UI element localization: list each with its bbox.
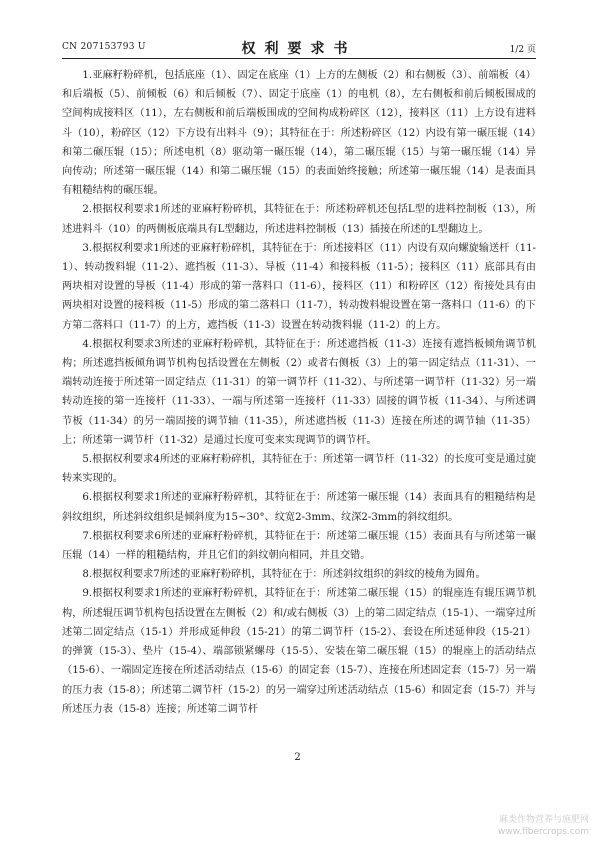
claim-9: 9.根据权利要求1所述的亚麻籽粉碎机，其特征在于：所述第二碾压辊（15）的辊座连有辊压调节机构，所述辊压调节机构包括设置在左侧板（2）和/或右侧板（3）上的第二固定结点（15-1）、一端穿过所述第二固定结点（15-1）并形成延伸段（15-21）的第二调节杆（15-2）、套设在所述延伸段（15-21）的弹簧（15-3）、垫片（15-4）、端部锁紧螺母（15-5）、安装在第二碾压辊（15）的辊座上的活动结点（15-6）、一端固定连接在所述活动结点（15-6）的固定套（15-7）、连接在所述固定套（15-7）另一端的压力表（15-8）；所述第二调节杆（15-2）的另一端穿过所述活动结点（15-6）和固定套（15-7）并与所述压力表（15-8）连接；所述第二调节杆: [62, 588, 536, 715]
claim-6: 6.根据权利要求1所述的亚麻籽粉碎机，其特征在于：所述第一碾压辊（14）表面具有的粗糙结构是斜纹组织，所述斜纹组织是倾斜度为15~30°、纹宽2-3mm、纹深2-3mm的斜纹组织。: [62, 492, 536, 523]
claim-3: 3.根据权利要求1所述的亚麻籽粉碎机，其特征在于：所述接料区（11）内设有双向螺旋输送杆（11-1）、转动拨料辊（11-2）、遮挡板（11-3）、导板（11-4）和接料板（11-5）；接料区（11）底部具有由两块相对设置的导板（11-4）形成的第一落料口（11-6），接料区（11）和粉碎区（12）衔接处具有由两块相对设置的接料板（11-5）形成的第二落料口（11-7），转动拨料辊设置在第一落料口（11-6）的下方第二落料口（11-7）的上方，遮挡板（11-3）设置在转动拨料辊（11-2）的上方。: [62, 242, 536, 331]
claim-4: 4.根据权利要求3所述的亚麻籽粉碎机，其特征在于：所述遮挡板（11-3）连接有遮挡板倾角调节机构；所述遮挡板倾角调节机构包括设置在左侧板（2）或者右侧板（3）上的第一固定结点（11-31）、一端转动连接于所述第一固定结点（11-31）的第一调节杆（11-32）、与所述第一调节杆（11-32）另一端转动连接的第一连接杆（11-33）、一端与所述第一连接杆（11-33）固接的调节板（11-34）、与所述调节板（11-34）的另一端固接的调节轴（11-35），所述遮挡板（11-3）连接在所述的调节轴（11-35）上；所述第一调节杆（11-32）是通过长度可变来实现调节的调节杆。: [62, 338, 536, 446]
page-indicator: 1/2 页: [509, 45, 536, 55]
claim-5: 5.根据权利要求4所述的亚麻籽粉碎机，其特征在于：所述第一调节杆（11-32）的长度可变是通过旋转来实现的。: [62, 454, 536, 485]
claim-1: 1.亚麻籽粉碎机，包括底座（1）、固定在底座（1）上方的左侧板（2）和右侧板（3）、前端板（4）和后端板（5）、前倾板（6）和后倾板（7）、固定于底座（1）的电机（8），左右侧板和前后倾板围成的空间构成接料区（11），左右侧板和前后端板围成的空间构成粉碎区（12），接料区（11）上方设有进料斗（10），粉碎区（12）下方设有出料斗（9）；其特征在于：所述粉碎区（12）内设有第一碾压辊（14）和第二碾压辊（15）；所述电机（8）驱动第一碾压辊（14），第二碾压辊（15）与第一碾压辊（14）异向传动；所述第一碾压辊（14）和第二碾压辊（15）的表面始终接触；所述第一碾压辊（14）是表面具有粗糙结构的碾压辊。: [62, 70, 536, 197]
watermark-line-2: www.fibercrops.com: [498, 827, 589, 837]
claim-8: 8.根据权利要求7所述的亚麻籽粉碎机，其特征在于：所述斜纹组织的斜纹的棱角为圆角。: [82, 569, 486, 581]
header-rule: [62, 58, 536, 59]
claims-body: [62, 66, 536, 719]
document-title: 权利要求书: [241, 41, 357, 57]
page-number: 2: [294, 752, 301, 763]
page-header: [62, 38, 536, 58]
publication-number: CN 207153793 U: [62, 42, 146, 52]
claim-2: 2.根据权利要求1所述的亚麻籽粉碎机，其特征在于：所述粉碎机还包括L型的进料控制板（13），所述进料斗（10）的两侧板底端具有L型翻边，所述进料控制板（13）插接在所述的L型翻边上。: [62, 204, 536, 235]
watermark-line-1: 麻类作物营养与施肥网: [498, 815, 589, 825]
claim-7: 7.根据权利要求6所述的亚麻籽粉碎机，其特征在于：所述第二碾压辊（15）表面具有与所述第一碾压辊（14）一样的粗糙结构，并且它们的斜纹朝向相同，并且交错。: [62, 530, 536, 562]
watermark: [498, 814, 589, 838]
